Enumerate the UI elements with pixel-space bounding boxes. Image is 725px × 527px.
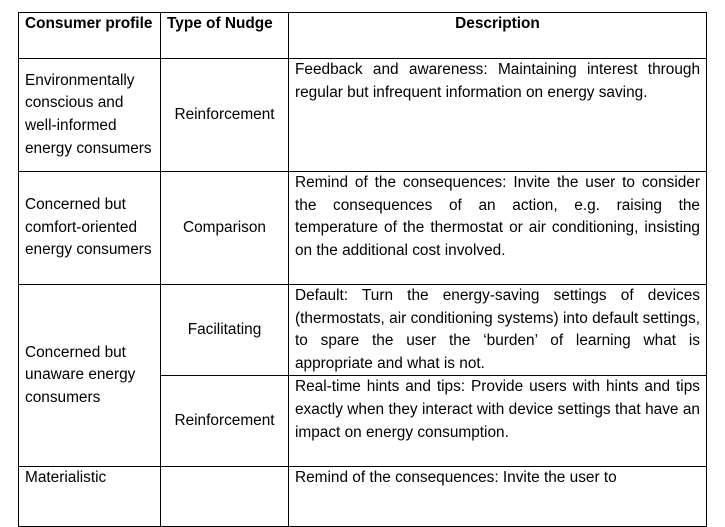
nudge-type-cell: Reinforcement bbox=[161, 376, 289, 467]
nudge-type-cell: Comparison bbox=[161, 172, 289, 285]
header-consumer-profile: Consumer profile bbox=[19, 13, 161, 59]
description-cell: Feedback and awareness: Maintaining interest through regular but infrequent information on energy saving. bbox=[289, 59, 707, 172]
nudge-table-container bbox=[18, 12, 706, 527]
description-cell: Real-time hints and tips: Provide users with hints and tips exactly when they interact with device settings that have an impact on energy consumption. bbox=[289, 376, 707, 467]
description-cell: Remind of the consequences: Invite the user to bbox=[289, 467, 707, 527]
consumer-profile-cell: Environmentally conscious and well-informed energy consumers bbox=[19, 59, 161, 172]
table-row bbox=[19, 285, 707, 376]
table-row bbox=[19, 172, 707, 285]
consumer-profile-cell: Concerned but unaware energy consumers bbox=[19, 285, 161, 467]
table-row bbox=[19, 59, 707, 172]
table-header-row bbox=[19, 13, 707, 59]
description-cell: Default: Turn the energy-saving settings of devices (thermostats, air conditioning systems) into default settings, to spare the user the ‘burden’ of learning what is appropriate and what is not. bbox=[289, 285, 707, 376]
nudge-table bbox=[18, 12, 707, 527]
table-row bbox=[19, 467, 707, 527]
description-cell: Remind of the consequences: Invite the user to consider the consequences of an action, e.g. raising the temperature of the thermostat or air conditioning, insisting on the additional cost involved. bbox=[289, 172, 707, 285]
consumer-profile-cell: Materialistic bbox=[19, 467, 161, 527]
header-type-of-nudge: Type of Nudge bbox=[161, 13, 289, 59]
header-description: Description bbox=[289, 13, 707, 59]
nudge-type-cell bbox=[161, 467, 289, 527]
consumer-profile-cell: Concerned but comfort-oriented energy consumers bbox=[19, 172, 161, 285]
nudge-type-cell: Facilitating bbox=[161, 285, 289, 376]
nudge-type-cell: Reinforcement bbox=[161, 59, 289, 172]
